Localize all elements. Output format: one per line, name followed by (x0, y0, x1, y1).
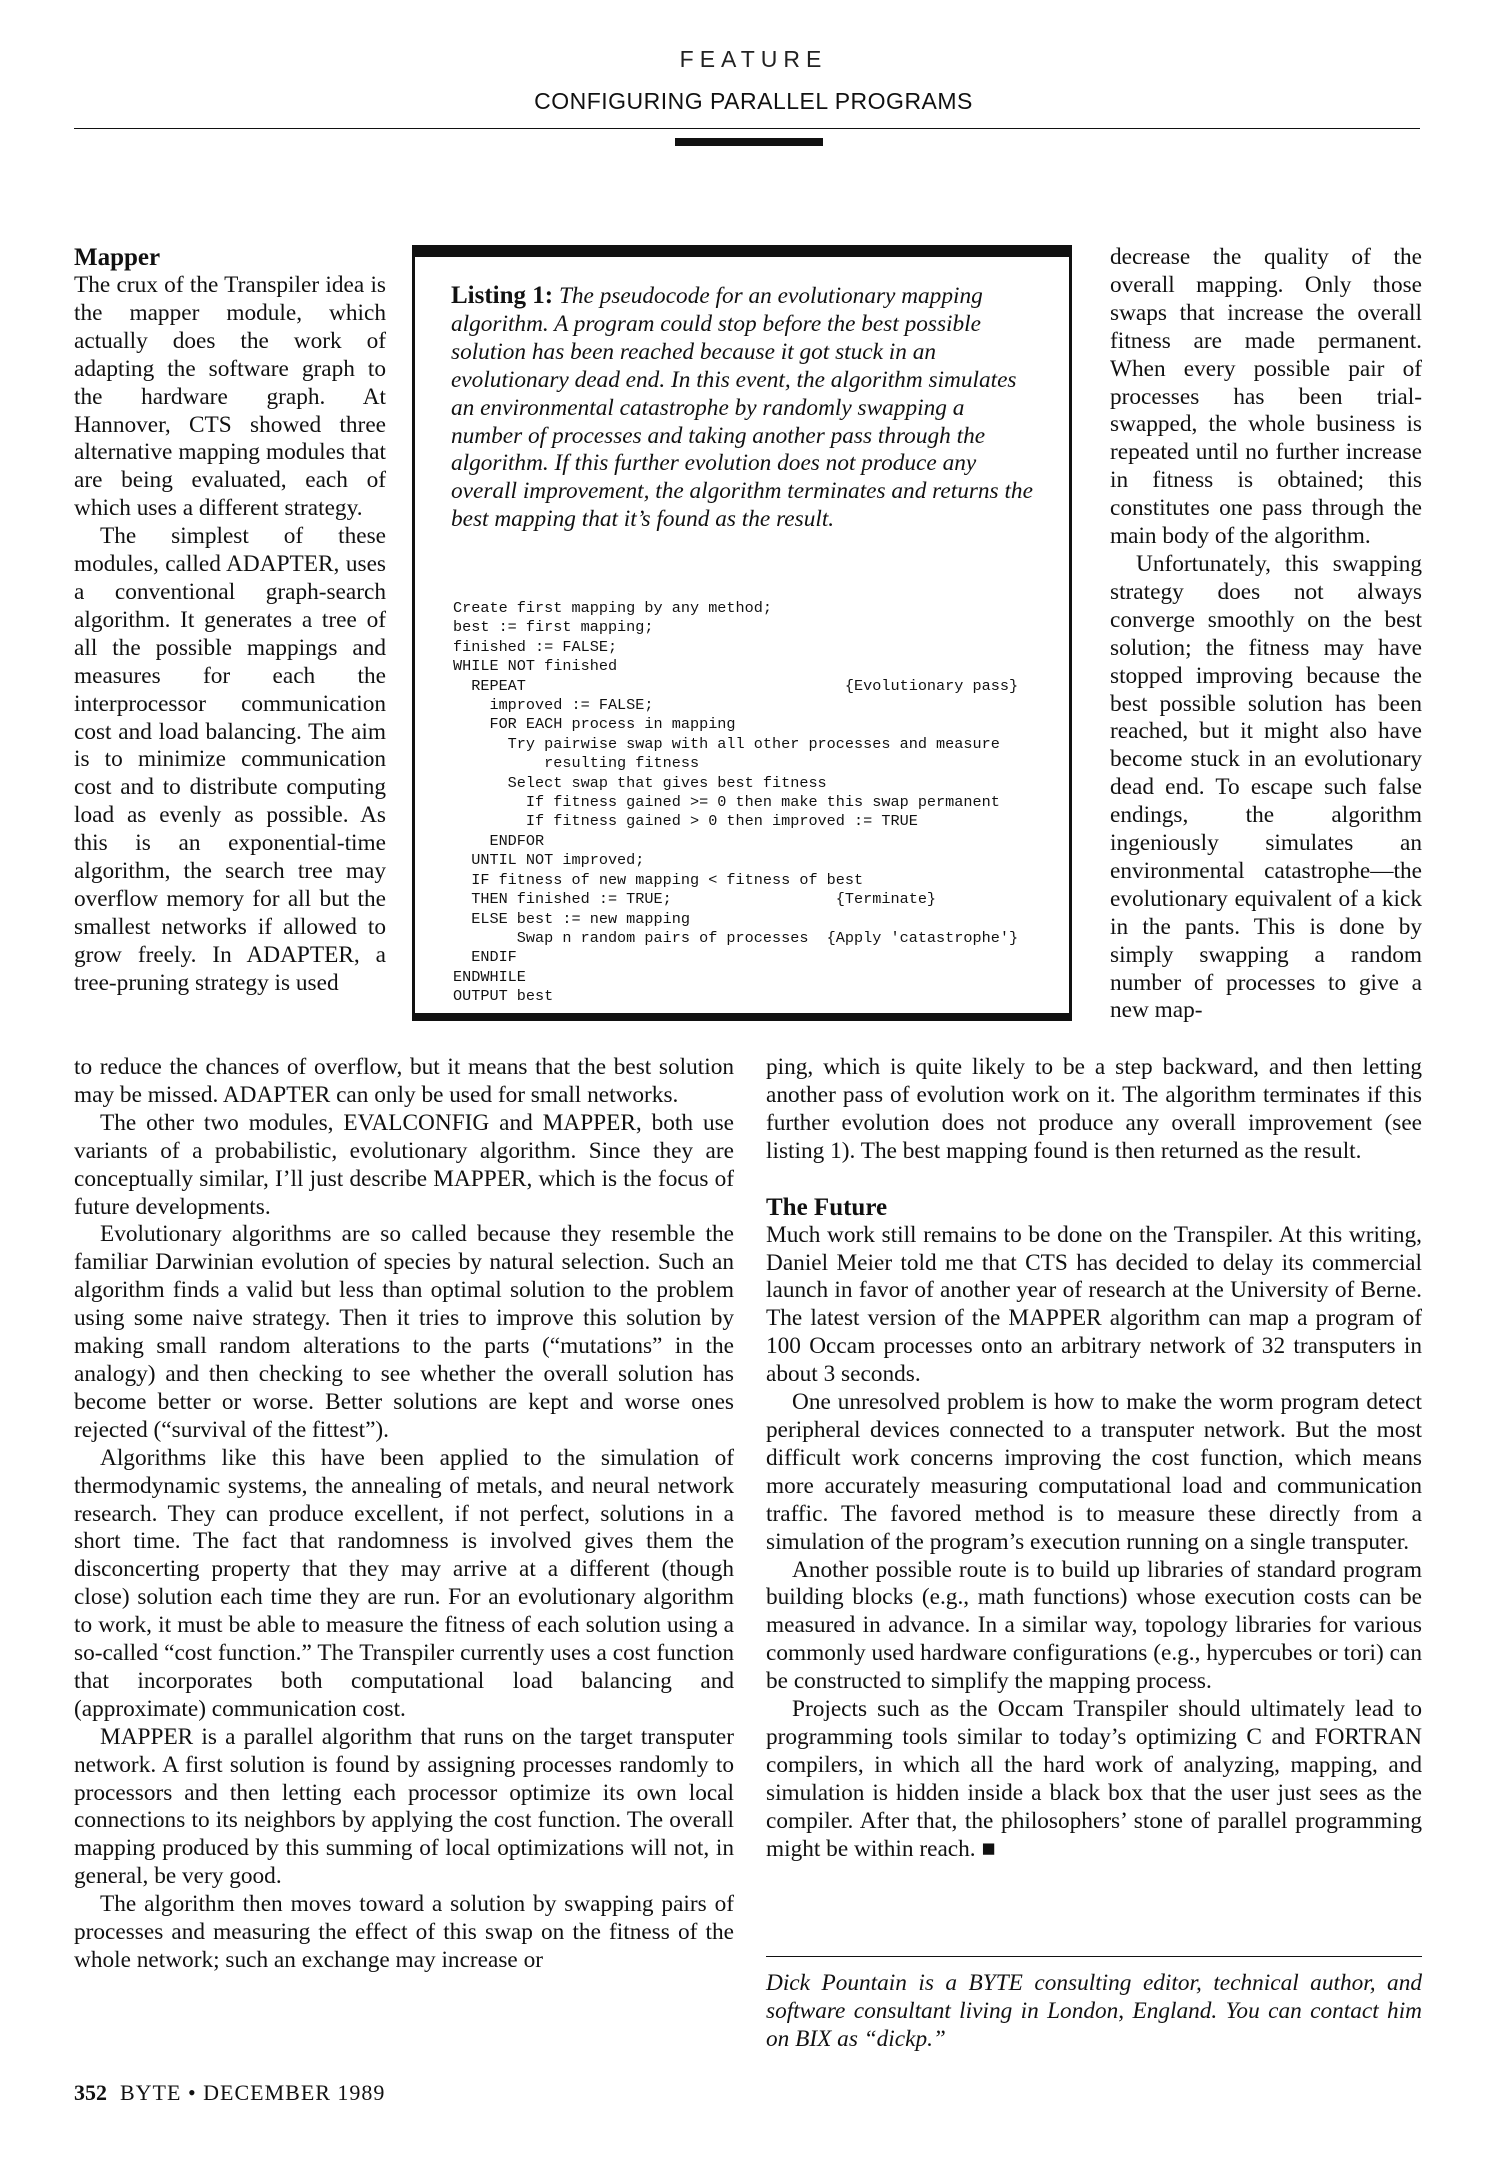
page-number: 352 (74, 2080, 107, 2105)
paragraph: The other two modules, EVALCONFIG and MAPPER, both use variants of a probabilistic, evolutionary algorithm. Since they are conceptually similar, I’ll just describe MAPPER, which is the focus of future developments. (74, 1109, 734, 1220)
paragraph: Another possible route is to build up libraries of standard program building blocks (e.g., math functions) whose execution costs can be measured in advance. In a similar way, topology libraries for various commonly used hardware configurations (e.g., hypercubes or tori) can be constructed to simplify the mapping process. (766, 1556, 1422, 1695)
listing-box (412, 245, 1072, 1021)
listing-caption-text: The pseudocode for an evolutionary mapping algorithm. A program could stop before the best possible solution has been reached because it got stuck in an evolutionary dead end. In this event, the algorithm simulates an environmental catastrophe by randomly swapping a number of processes and taking another pass through the algorithm. If this further evolution does not produce any overall improvement, the algorithm terminates and returns the best mapping that it’s found as the result. (451, 283, 1033, 533)
paragraph: The crux of the Transpiler idea is the mapper module, which actually does the work of adapting the software graph to the hardware graph. At Hannover, CTS showed three alternative mapping modules that are being evaluated, each of which uses a different strategy. (74, 272, 386, 522)
listing-caption (451, 282, 1041, 534)
bio-rule (766, 1956, 1422, 1957)
paragraph: to reduce the chances of overflow, but it means that the best solution may be missed. ADAPTER can only be used for small networks. (74, 1054, 734, 1108)
header-bar (675, 138, 823, 146)
running-title: CONFIGURING PARALLEL PROGRAMS (534, 88, 973, 114)
listing-code: Create first mapping by any method; best := first mapping; finished := FALSE; WHILE NOT finished REPEAT {Evolutionary pass} improved := FALSE; FOR EACH process in mapping Try pairwise swap with all other processes and measure resulting fitness Select swap that gives best fitness If fitness gained >= 0 then make this swap permanent If fitness gained > 0 then improved := TRUE ENDFOR UNTIL NOT improved; IF fitness of new mapping < fitness of best THEN finished := TRUE; {Terminate} ELSE best := new mapping Swap n random pairs of processes {Apply 'catastrophe'} ENDIF ENDWHILE OUTPUT best (453, 599, 1019, 1006)
paragraph: Projects such as the Occam Transpiler should ultimately lead to programming tools similar to today’s optimizing C and FORTRAN compilers, in which all the hard work of analyzing, mapping, and simulation is hidden inside a black box that the user just sees as the compiler. After that, the philosophers’ stone of parallel programming might be within reach. ■ (766, 1696, 1422, 1862)
paragraph: The algorithm then moves toward a solution by swapping pairs of processes and measuring the effect of this swap on the fitness of the whole network; such an exchange may increase or (74, 1891, 734, 1973)
section-label: FEATURE (679, 46, 828, 72)
page-footer (74, 2080, 385, 2106)
lower-left-column (74, 1054, 734, 1975)
section-heading-future: The Future (766, 1193, 888, 1221)
lower-right-column (766, 1054, 1422, 1863)
paragraph: The simplest of these modules, called ADAPTER, uses a conventional graph-search algorithm. It generates a tree of all the possible mappings and measures for each the interprocessor communication cost and load balancing. The aim is to minimize communication cost and to distribute computing load as evenly as possible. As this is an exponential-time algorithm, the search tree may overflow memory for all but the smallest networks if allowed to grow freely. In ADAPTER, a tree-pruning strategy is used (74, 523, 386, 996)
left-column (74, 244, 386, 998)
paragraph: decrease the quality of the overall mapping. Only those swaps that increase the overall fitness are made permanent. When every possible pair of processes has been trial-swapped, the whole business is repeated until no further increase in fitness is obtained; this constitutes one pass through the main body of the algorithm. (1110, 244, 1422, 550)
publication-line: BYTE • DECEMBER 1989 (120, 2080, 386, 2105)
paragraph: One unresolved problem is how to make the worm program detect peripheral devices connected to a transputer network. But the most difficult work concerns improving the cost function, which means more accurately measuring computational load and communication traffic. The favored method is to measure these directly from a simulation of the program’s execution running on a single transputer. (766, 1389, 1422, 1555)
listing-label: Listing 1: (451, 282, 554, 309)
paragraph: Unfortunately, this swapping strategy does not always converge smoothly on the best solution; the fitness may have stopped improving because the best possible solution has been reached, but it might also have become stuck in an evolutionary dead end. To escape such false endings, the algorithm ingeniously simulates an environmental catastrophe—the evolutionary equivalent of a kick in the pants. This is done by simply swapping a random number of processes to give a new map- (1110, 550, 1422, 1024)
header-rule (74, 128, 1420, 129)
author-bio: Dick Pountain is a BYTE consulting editor, technical author, and software consultant living in London, England. You can contact him on BIX as “dickp.” (766, 1970, 1422, 2052)
paragraph: Algorithms like this have been applied to the simulation of thermodynamic systems, the annealing of metals, and neural network research. They can produce excellent, if not perfect, solutions in a short time. The fact that randomness is involved gives them the disconcerting property that they may arrive at a different (though close) solution each time they are run. For an evolutionary algorithm to work, it must be able to measure the fitness of each solution using a so-called “cost function.” The Transpiler currently uses a cost function that incorporates both computational load balancing and (approximate) communication cost. (74, 1444, 734, 1722)
right-column (1110, 244, 1422, 1025)
paragraph: ping, which is quite likely to be a step backward, and then letting another pass of evolution work on it. The algorithm terminates if this further evolution does not produce any overall improvement (see listing 1). The best mapping found is then returned as the result. (766, 1054, 1422, 1164)
section-heading-mapper: Mapper (74, 244, 161, 271)
paragraph: Evolutionary algorithms are so called because they resemble the familiar Darwinian evolution of species by natural selection. Such an algorithm finds a valid but less than optimal solution to the problem using some naive strategy. Then it tries to improve this solution by making small random alterations to the parts (“mutations” in the analogy) and then checking to see whether the overall solution has become better or worse. Better solutions are kept and worse ones rejected (“survival of the fittest”). (74, 1221, 734, 1443)
paragraph: MAPPER is a parallel algorithm that runs on the target transputer network. A first solution is found by assigning processes randomly to processors and then letting each processor optimize its own local connections to its neighbors by applying the cost function. The overall mapping produced by this summing of local optimizations will not, in general, be very good. (74, 1723, 734, 1890)
paragraph: Much work still remains to be done on the Transpiler. At this writing, Daniel Meier told me that CTS has decided to delay its commercial launch in favor of another year of research at the University of Berne. The latest version of the MAPPER algorithm can map a program of 100 Occam processes onto an arbitrary network of 32 transputers in about 3 seconds. (766, 1221, 1422, 1388)
